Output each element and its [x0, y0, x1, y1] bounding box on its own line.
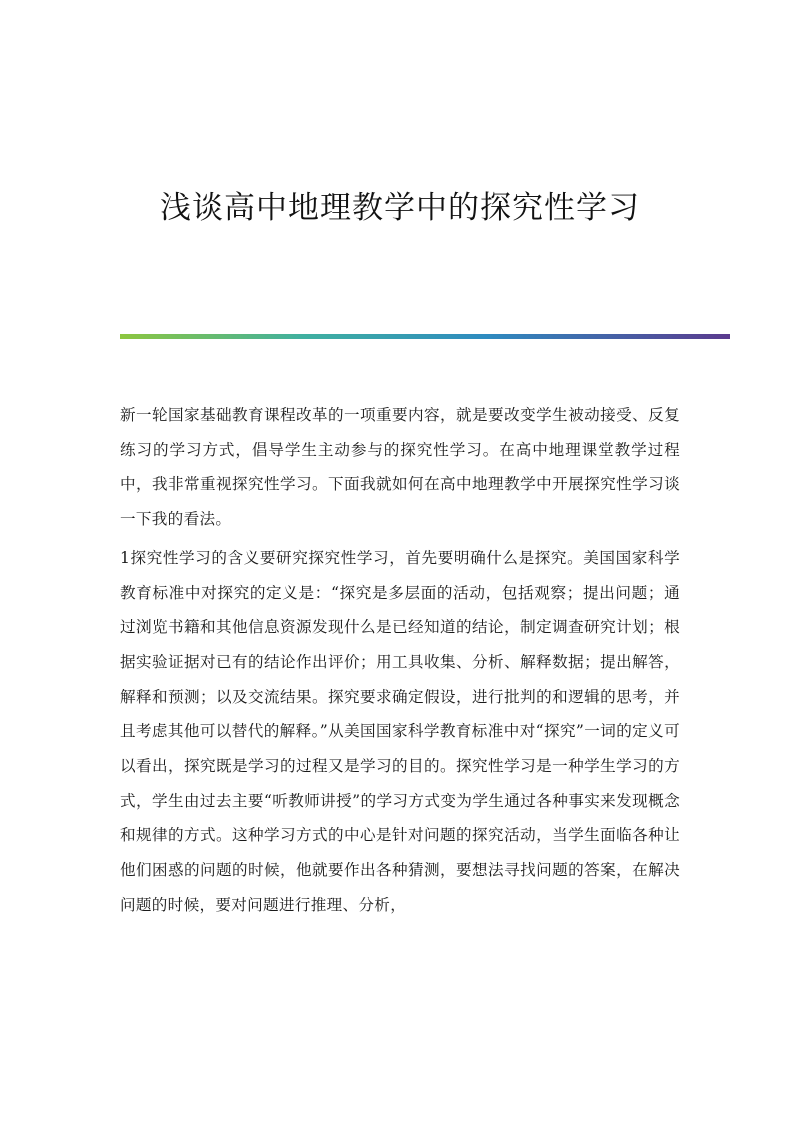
title-divider — [120, 334, 730, 339]
document-title: 浅谈高中地理教学中的探究性学习 — [160, 190, 640, 226]
document-body — [120, 398, 680, 927]
intro-paragraph: 新一轮国家基础教育课程改革的一项重要内容，就是要改变学生被动接受、反复练习的学习方式，倡导学生主动参与的探究性学习。在高中地理课堂教学过程中，我非常重视探究性学习。下面我就如何在高中地理教学中开展探究性学习谈一下我的看法。 — [120, 406, 680, 529]
section-paragraph: 1探究性学习的含义要研究探究性学习，首先要明确什么是探究。美国国家科学教育标准中对探究的定义是：“探究是多层面的活动，包括观察；提出问题；通过浏览书籍和其他信息资源发现什么是已经知道的结论，制定调查研究计划；根据实验证据对已有的结论作出评价；用工具收集、分析、解释数据；提出解答，解释和预测；以及交流结果。探究要求确定假设，进行批判的和逻辑的思考，并且考虑其他可以替代的解释。”从美国国家科学教育标准中对“探究”一词的定义可以看出，探究既是学习的过程又是学习的目的。探究性学习是一种学生学习的方式，学生由过去主要“听教师讲授”的学习方式变为学生通过各种事实来发现概念和规律的方式。这种学习方式的中心是针对问题的探究活动，当学生面临各种让他们困惑的问题的时候，他就要作出各种猜测，要想法寻找问题的答案，在解决问题的时候，要对问题进行推理、分析， — [120, 548, 680, 914]
